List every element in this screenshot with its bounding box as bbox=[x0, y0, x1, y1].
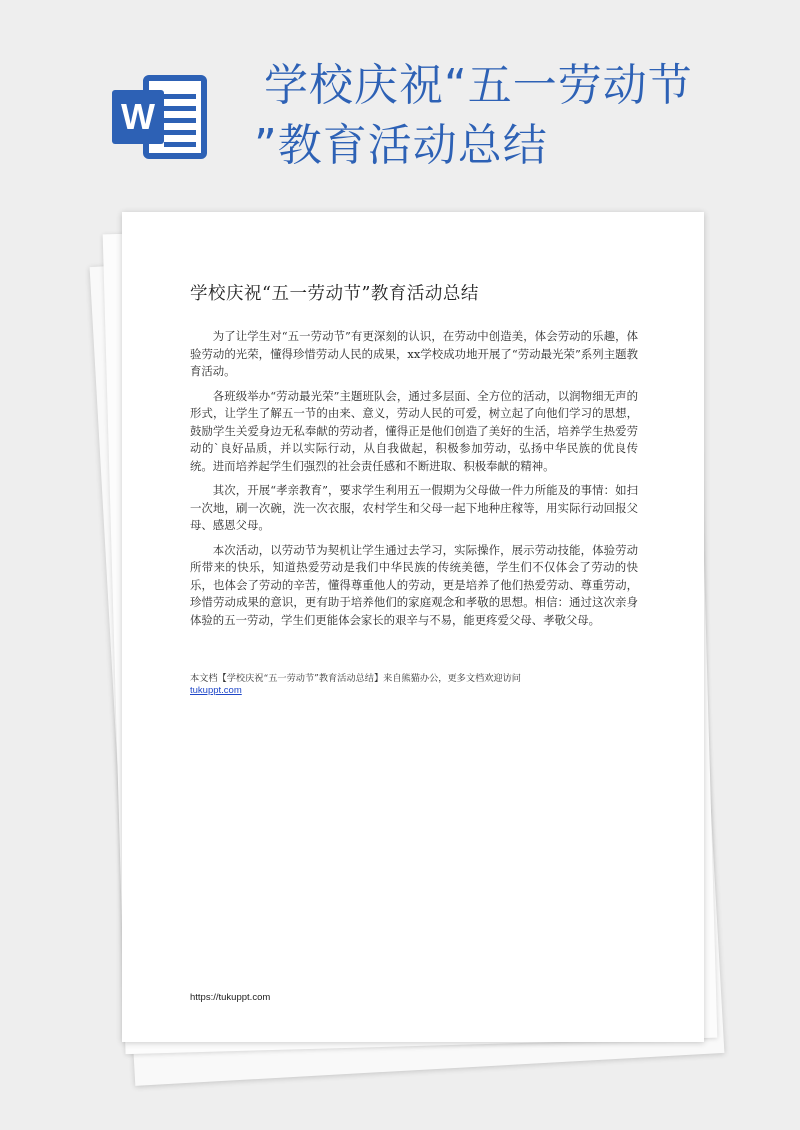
paragraph: 本次活动，以劳动节为契机让学生通过去学习，实际操作，展示劳动技能，体验劳动所带来的快乐，知道热爱劳动是我们中华民族的传统美德，学生们不仅体会了劳动的快乐，也体会了劳动的辛苦，懂得尊重他人的劳动，更是培养了他们热爱劳动、尊重劳动，珍惜劳动成果的意识，更有助于培养他们的家庭观念和孝敬的思想。相信：通过这次亲身体验的五一劳动，学生们更能体会家长的艰辛与不易，能更疼爱父母、孝敬父母。 bbox=[190, 542, 638, 627]
word-icon bbox=[110, 72, 210, 162]
source-note-text: 本文档【学校庆祝“五一劳动节”教育活动总结】来自熊猫办公，更多文档欢迎访问 bbox=[190, 673, 521, 684]
paragraph: 其次，开展“孝亲教育”，要求学生利用五一假期为父母做一件力所能及的事情：如扫一次地，刷一次碗，洗一次衣服，农村学生和父母一起下地种庄稼等，用实际行动回报父母、感恩父母。 bbox=[190, 483, 638, 532]
source-link[interactable]: tukuppt.com bbox=[190, 685, 242, 696]
page-header bbox=[0, 0, 800, 210]
document-body bbox=[190, 328, 638, 636]
paragraph: 各班级举办“劳动最光荣”主题班队会，通过多层面、全方位的活动，以润物细无声的形式，让学生了解五一节的由来、意义，劳动人民的可爱，树立起了向他们学习的思想，鼓励学生关爱身边无私奉献的劳动者，懂得正是他们创造了美好的生活，培养学生热爱劳动的`良好品质，并以实际行动，从自我做起，积极参加劳动，弘扬中华民族的优良传统。进而培养起学生们强烈的社会责任感和不断进取、积极奉献的精神。 bbox=[190, 388, 638, 473]
document-page bbox=[122, 212, 704, 1042]
document-title: 学校庆祝“五一劳动节”教育活动总结 bbox=[190, 284, 479, 304]
footer-url[interactable]: https://tukuppt.com bbox=[190, 992, 271, 1003]
banner-title-line2: ”教育活动总结 bbox=[254, 120, 548, 171]
source-note bbox=[190, 673, 521, 697]
word-icon-letter: W bbox=[121, 96, 155, 137]
paragraph: 为了让学生对“五一劳动节”有更深刻的认识，在劳动中创造美，体会劳动的乐趣，体验劳动的光荣，懂得珍惜劳动人民的成果，xx学校成功地开展了“劳动最光荣”系列主题教育活动。 bbox=[190, 329, 638, 378]
banner-title-line1: 学校庆祝“五一劳动节 bbox=[264, 60, 693, 111]
banner-title bbox=[254, 56, 764, 176]
